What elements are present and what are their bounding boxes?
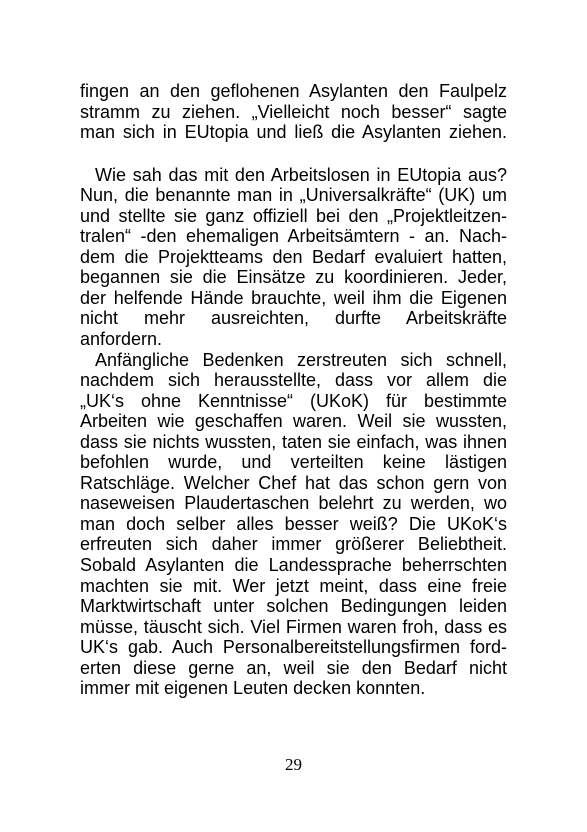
paragraph-3 [80,350,507,699]
text-line: Anfängliche Bedenken zerstreuten sich schnell, [95,349,507,370]
text-line: der helfende Hände brauchte, weil ihm die Eigenen [80,287,507,308]
text-line: Marktwirtschaft unter solchen Bedingungen leiden [80,596,507,617]
paragraph-2 [80,165,507,350]
text-line: naseweisen Plaudertaschen belehrt zu werden, wo [80,493,507,514]
text-line: müsse, täuscht sich. Viel Firmen waren froh, dass es [80,616,507,637]
text-line: befohlen wurde, und verteilten keine lästigen [80,452,507,473]
text-line: man doch selber alles besser weiß? Die UKoK‘s [80,513,507,534]
text-line: „UK‘s ohne Kenntnisse“ (UKoK) für bestimmte [80,390,507,411]
body-text [80,81,507,699]
text-line: Wie sah das mit den Arbeitslosen in EUtopia aus? [95,164,507,185]
text-line: begannen sie die Einsätze zu koordinieren. Jeder, [80,267,507,288]
text-line: und stellte sie ganz offiziell bei den „Projektleitzen- [80,205,507,226]
text-line: erfreuten sich daher immer größerer Beliebtheit. [80,534,507,555]
paragraph-1 [80,81,507,143]
text-line: dem die Projektteams den Bedarf evaluiert hatten, [80,246,507,267]
text-line: nicht mehr ausreichten, durfte Arbeitskräfte [80,308,507,329]
text-line: man sich in EUtopia und ließ die Asylanten ziehen. [80,122,507,143]
text-line: immer mit eigenen Leuten decken konnten. [80,678,426,699]
text-line: Ratschläge. Welcher Chef hat das schon gern von [80,472,507,493]
text-line: stramm zu ziehen. „Vielleicht noch besser“ sagte [80,101,507,122]
text-line: anfordern. [80,329,163,350]
text-line: Arbeiten wie geschaffen waren. Weil sie wussten, [80,411,507,432]
text-line: UK‘s gab. Auch Personalbereitstellungsfirmen ford- [80,637,507,658]
text-line: nachdem sich herausstellte, dass vor allem die [80,370,507,391]
text-line: dass sie nichts wussten, taten sie einfach, was ihnen [80,431,507,452]
paragraph-spacer [80,143,507,165]
text-line: machten sie mit. Wer jetzt meint, dass eine freie [80,575,507,596]
text-line: Nun, die benannte man in „Universalkräfte“ (UK) um [80,185,507,206]
text-line: fingen an den geflohenen Asylanten den Faulpelz [80,81,507,101]
page-number: 29 [285,755,302,774]
text-line: tralen“ -den ehemaligen Arbeitsämtern - an. Nach- [80,226,507,247]
text-line: Sobald Asylanten die Landessprache beherrschten [80,555,507,576]
text-line: erten diese gerne an, weil sie den Bedarf nicht [80,657,507,678]
